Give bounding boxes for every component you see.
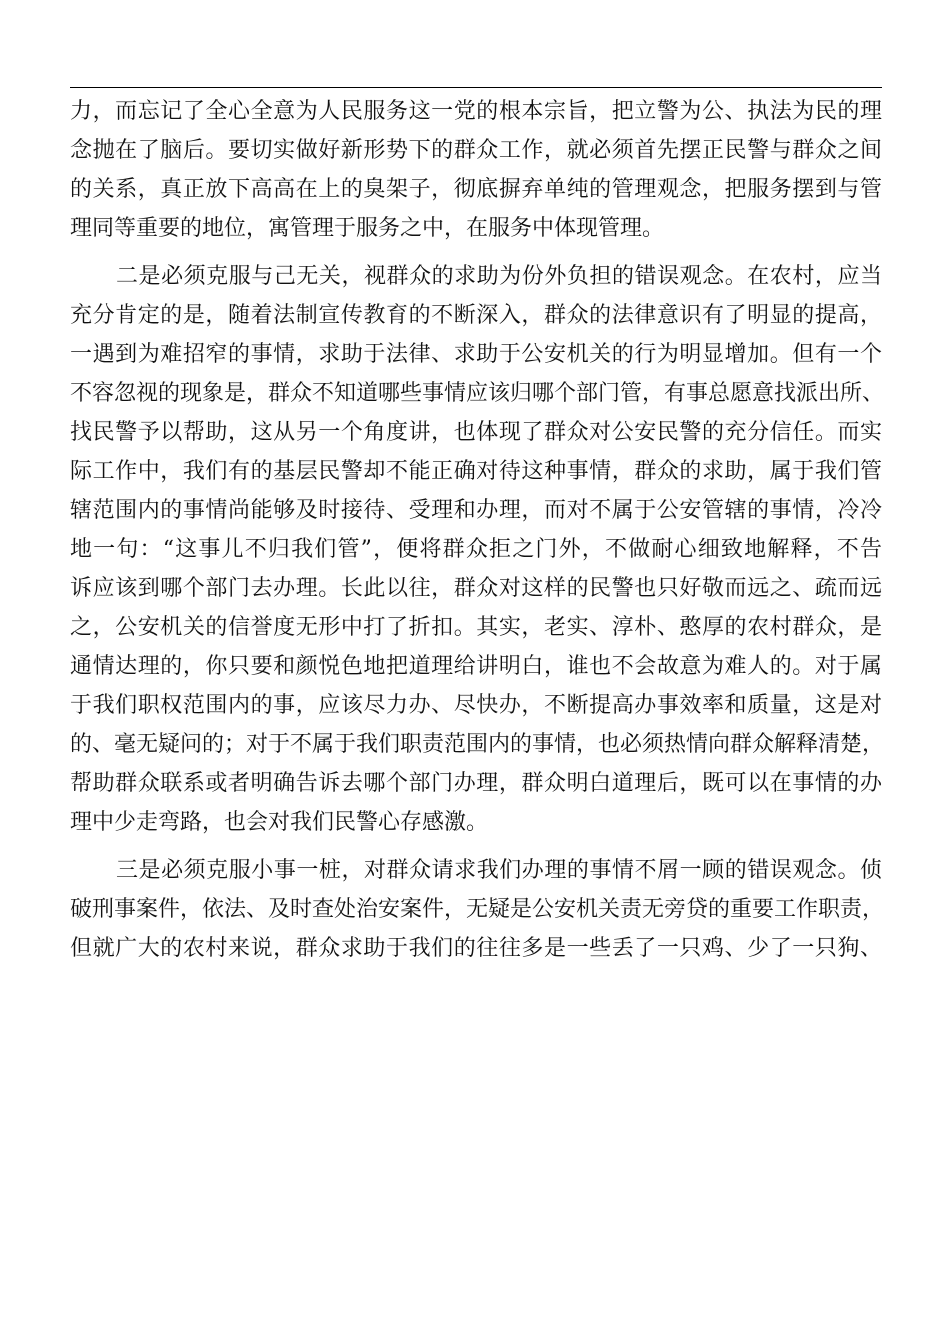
- paragraph: [70, 92, 882, 248]
- text-line: 破刑事案件，依法、及时查处治安案件，无疑是公安机关责无旁贷的重要工作职责，: [70, 897, 885, 922]
- text-line: 于我们职权范围内的事，应该尽力办、尽快办，不断提高办事效率和质量，这是对: [70, 693, 882, 718]
- text-line: 但就广大的农村来说，群众求助于我们的往往多是一些丢了一只鸡、少了一只狗、: [70, 936, 882, 961]
- text-line: 理同等重要的地位，寓管理于服务之中，在服务中体现管理。: [70, 216, 665, 241]
- document-body: [70, 92, 885, 977]
- text-line: 通情达理的，你只要和颜悦色地把道理给讲明白，谁也不会故意为难人的。对于属: [70, 654, 882, 679]
- header-rule: [70, 87, 882, 88]
- text-line: 之，公安机关的信誉度无形中打了折扣。其实，老实、淳朴、憨厚的农村群众，是: [70, 615, 882, 640]
- text-line: 际工作中，我们有的基层民警却不能正确对待这种事情，群众的求助，属于我们管: [70, 459, 882, 484]
- paragraph: [70, 257, 885, 842]
- text-line: 不容忽视的现象是，群众不知道哪些事情应该归哪个部门管，有事总愿意找派出所、: [70, 381, 885, 406]
- text-line: 二是必须克服与己无关，视群众的求助为份外负担的错误观念。在农村，应当: [116, 264, 882, 289]
- text-line: 辖范围内的事情尚能够及时接待、受理和办理，而对不属于公安管辖的事情，冷冷: [70, 498, 882, 523]
- text-line: 的关系，真正放下高高在上的臭架子，彻底摒弃单纯的管理观念，把服务摆到与管: [70, 177, 882, 202]
- text-line: 诉应该到哪个部门去办理。长此以往，群众对这样的民警也只好敬而远之、疏而远: [70, 576, 882, 601]
- text-line: 充分肯定的是，随着法制宣传教育的不断深入，群众的法律意识有了明显的提高，: [70, 303, 882, 328]
- paragraph: [70, 851, 885, 968]
- text-line: 念抛在了脑后。要切实做好新形势下的群众工作，就必须首先摆正民警与群众之间: [70, 138, 882, 163]
- text-line: 找民警予以帮助，这从另一个角度讲，也体现了群众对公安民警的充分信任。而实: [70, 420, 882, 445]
- text-line: 地一句：“这事儿不归我们管”，便将群众拒之门外，不做耐心细致地解释，不告: [70, 537, 882, 562]
- text-line: 三是必须克服小事一桩，对群众请求我们办理的事情不屑一顾的错误观念。侦: [116, 858, 882, 883]
- text-line: 一遇到为难招窄的事情，求助于法律、求助于公安机关的行为明显增加。但有一个: [70, 342, 882, 367]
- text-line: 帮助群众联系或者明确告诉去哪个部门办理，群众明白道理后，既可以在事情的办: [70, 771, 882, 796]
- text-line: 理中少走弯路，也会对我们民警心存感激。: [70, 810, 489, 835]
- text-line: 力，而忘记了全心全意为人民服务这一党的根本宗旨，把立警为公、执法为民的理: [70, 99, 882, 124]
- text-line: 的、毫无疑问的；对于不属于我们职责范围内的事情，也必须热情向群众解释清楚，: [70, 732, 885, 757]
